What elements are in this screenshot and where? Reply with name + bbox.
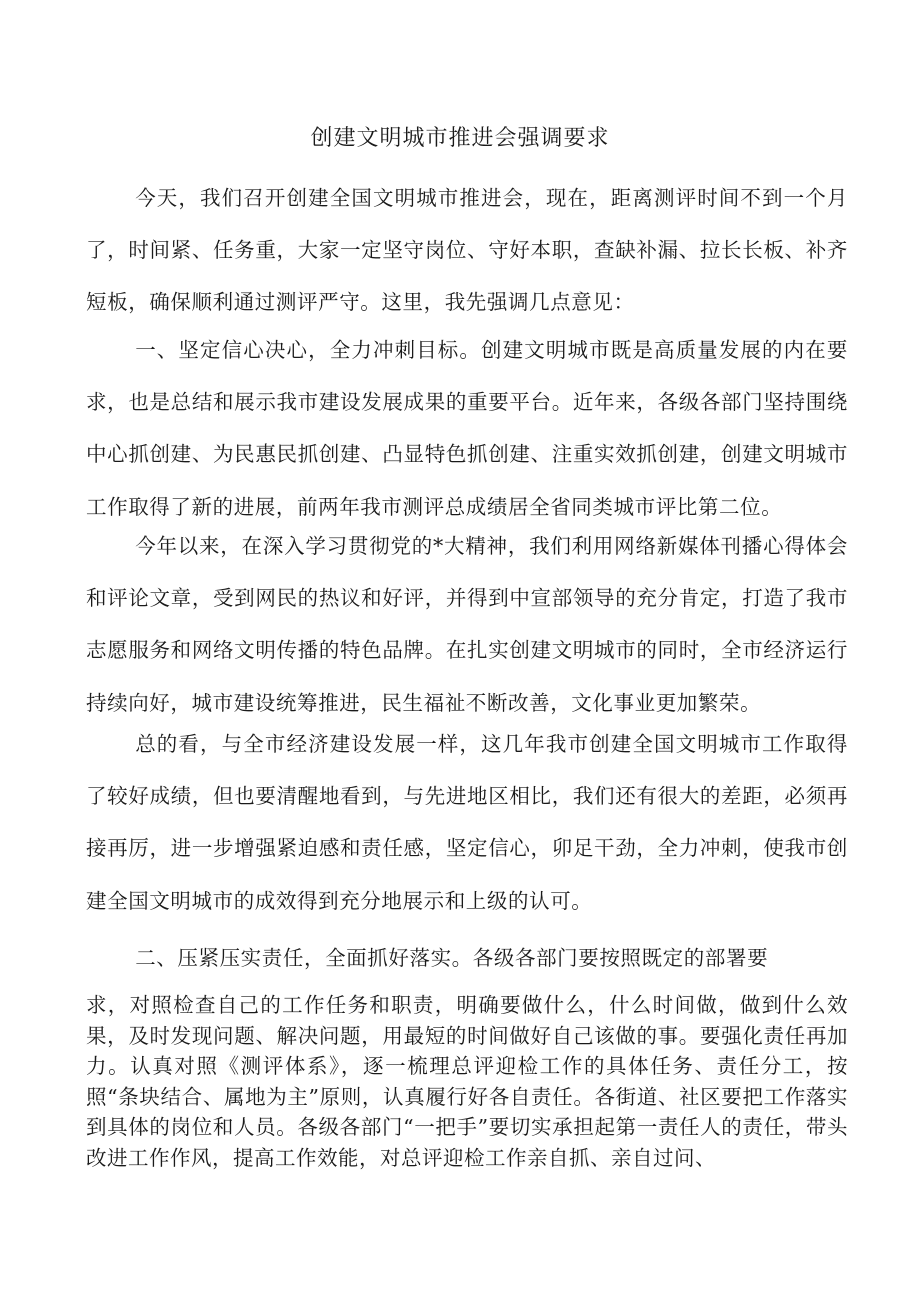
paragraph-intro: 今天，我们召开创建全国文明城市推进会，现在，距离测评时间不到一个月了，时间紧、任务重，大家一定坚守岗位、守好本职，查缺补漏、拉长长板、补齐短板，确保顺利通过测评严守。这里，我先强调几点意见：	[86, 186, 848, 315]
paragraph-section-one: 一、坚定信心决心，全力冲刺目标。创建文明城市既是高质量发展的内在要求，也是总结和展示我市建设发展成果的重要平台。近年来，各级各部门坚持围绕中心抓创建、为民惠民抓创建、凸显特色抓创建、注重实效抓创建，创建文明城市工作取得了新的进展，前两年我市测评总成绩居全省同类城市评比第二位。	[86, 338, 848, 519]
paragraph-responsibility: 求，对照检查自己的工作任务和职责，明确要做什么，什么时间做，做到什么效果，及时发现问题、解决问题，用最短的时间做好自己该做的事。要强化责任再加力。认真对照《测评体系》，逐一梳理总评迎检工作的具体任务、责任分工，按照“条块结合、属地为主”原则，认真履行好各自责任。各街道、社区要把工作落实到具体的岗位和人员。各级各部门“一把手”要切实承担起第一责任人的责任，带头改进工作作风，提高工作效能，对总评迎检工作亲自抓、亲自过问、	[86, 993, 848, 1170]
paragraph-section-two: 二、压紧压实责任，全面抓好落实。各级各部门要按照既定的部署要	[135, 946, 769, 970]
document-title: 创建文明城市推进会强调要求	[310, 126, 610, 151]
paragraph-overall: 总的看，与全市经济建设发展一样，这几年我市创建全国文明城市工作取得了较好成绩，但也要清醒地看到，与先进地区相比，我们还有很大的差距，必须再接再厉，进一步增强紧迫感和责任感，坚定信心，卯足干劲，全力冲刺，使我市创建全国文明城市的成效得到充分地展示和上级的认可。	[86, 732, 848, 913]
paragraph-this-year: 今年以来，在深入学习贯彻党的*大精神，我们利用网络新媒体刊播心得体会和评论文章，受到网民的热议和好评，并得到中宣部领导的充分肯定，打造了我市志愿服务和网络文明传播的特色品牌。在扎实创建文明城市的同时，全市经济运行持续向好，城市建设统筹推进，民生福祉不断改善，文化事业更加繁荣。	[86, 534, 848, 715]
